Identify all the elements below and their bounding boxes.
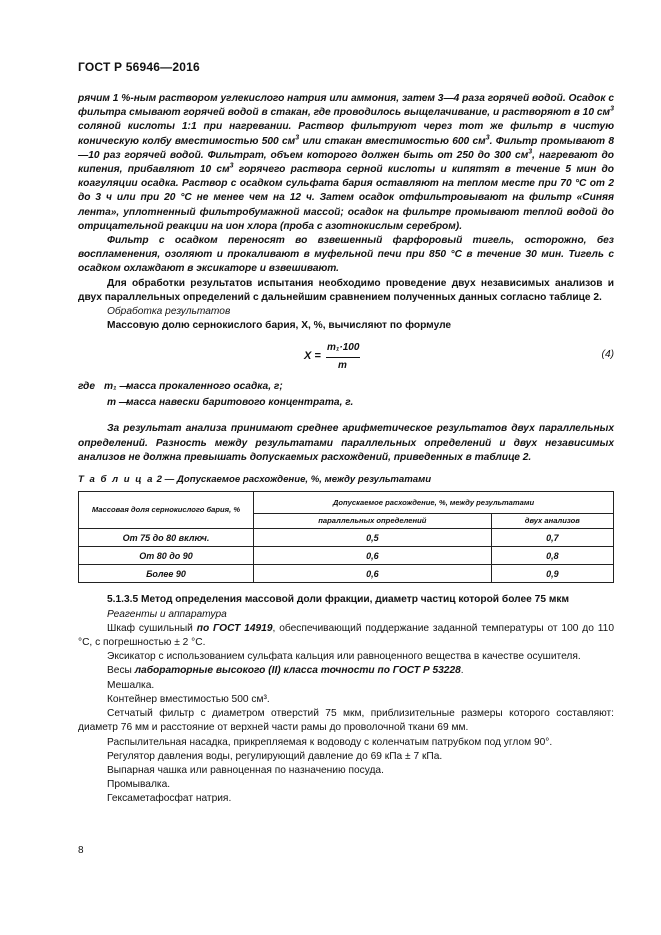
- cell-parallel: 0,6: [254, 547, 492, 565]
- where-item: [78, 380, 614, 396]
- col-header-group: Допускаемое расхождение, %, между результатами: [254, 492, 614, 514]
- list-item: Сетчатый фильтр с диаметром отверстий 75 мкм, приблизительные размеры которого составляют: диаметр 76 мм и расстояние от верхней части рамы до проволочной ткани 69 мм.: [78, 708, 614, 734]
- results-heading: Обработка результатов: [107, 306, 231, 318]
- cell-range: От 75 до 80 включ.: [79, 529, 254, 547]
- paragraph-processing: Для обработки результатов испытания необходимо проведение двух независимых анализов и двух параллельных определений с дальнейшим сравнением полученных данных согласно таблице 2.: [78, 277, 614, 303]
- list-item: Выпарная чашка или равноценная по назначению посуда.: [107, 764, 384, 776]
- list-item: Эксикатор с использованием сульфата кальция или равноценного вещества в качестве осушителя.: [107, 651, 581, 663]
- list-item: Мешалка.: [107, 679, 155, 691]
- table-row: [79, 529, 614, 547]
- where-symbol: m₁ —: [104, 381, 130, 393]
- paragraph-ignition: Фильтр с осадком переносят во взвешенный фарфоровый тигель, осторожно, без воспламенения, озоляют и прокаливают в муфельной печи при 850 °С в течение 30 мин. Тигель с осадком охлаждают в эксикаторе и взвешивают.: [78, 235, 614, 275]
- formula-lhs: X =: [304, 350, 321, 363]
- item-text: Шкаф сушильный: [107, 622, 197, 634]
- list-item: Регулятор давления воды, регулирующий давление до 69 кПа ± 7 кПа.: [107, 750, 443, 762]
- cell-parallel: 0,5: [254, 529, 492, 547]
- equation-number: (4): [601, 349, 614, 361]
- results-intro: Массовую долю сернокислого бария, X, %, вычисляют по формуле: [107, 320, 452, 332]
- text-run: горячего раствора серной кислоты и кипятят в течение 5 мин до коагуляции осадка. Раствор с осадком сульфата бария оставляют на теплом месте при 70 °С от 2 до 3 ч или при 20 °С не менее чем на 12 ч. Затем осадок отфильтровывают на фильтр «Синяя лента», уплотненный фильтробумажной массой; осадок на фильтре промывают теплой водой до отрицательной реакции на ион хлора (проба с азотнокислым серебром).: [78, 164, 614, 232]
- cell-analyses: 0,7: [491, 529, 613, 547]
- formula-block: [78, 336, 614, 376]
- list-item: Распылительная насадка, прикрепляемая к водоводу с коленчатым патрубком под углом 90°.: [107, 736, 553, 748]
- fraction-bar: [326, 357, 360, 358]
- document-header: ГОСТ Р 56946—2016: [78, 60, 200, 74]
- section-title: 5.1.3.5 Метод определения массовой доли фракции, диаметр частиц которой более 75 мкм: [107, 594, 569, 606]
- caption-prefix: Т а б л и ц а: [78, 474, 154, 486]
- table-caption: [78, 473, 614, 487]
- where-item: [78, 396, 614, 412]
- col-header-analyses: двух анализов: [491, 514, 613, 529]
- text-run: , нагревают до кипения, прибавляют 10 см: [78, 149, 614, 176]
- list-item: Промывалка.: [107, 779, 171, 791]
- list-item: [78, 664, 614, 678]
- item-text: , обеспечивающий поддержание заданной температуры от 100 до 110 °С, с погрешностью ± 2 °С.: [78, 622, 615, 649]
- text-run: или стакан вместимостью 600 см: [299, 135, 486, 147]
- table-row: [79, 565, 614, 583]
- text-run: . Фильтр промывают 8—10 раз горячей водой. Фильтрат, объем которого должен быть от 250 до 300 см: [78, 135, 614, 161]
- cell-range: От 80 до 90: [79, 547, 254, 565]
- page-body: [78, 92, 614, 807]
- superscript: 3: [485, 134, 490, 142]
- caption-text: 2 — Допускаемое расхождение, %, между результатами: [154, 474, 432, 486]
- superscript: 3: [229, 162, 234, 170]
- cell-analyses: 0,8: [491, 547, 613, 565]
- list-item: Контейнер вместимостью 500 см³.: [107, 693, 270, 705]
- where-label: где: [78, 381, 96, 393]
- formula-denominator: m: [338, 360, 347, 372]
- item-reference: по ГОСТ 14919: [196, 622, 273, 634]
- cell-analyses: 0,9: [491, 565, 613, 583]
- item-text: Весы: [107, 665, 135, 677]
- paragraph-result: За результат анализа принимают среднее арифметическое результатов двух параллельных определений. Разность между результатами параллельных определений и двух независимых анализов не должна превышать допускаемых расхождений, приведенных в таблице 2.: [78, 423, 614, 463]
- tolerance-table: [78, 491, 614, 583]
- col-header-content: Массовая доля сернокислого бария, %: [79, 492, 254, 529]
- col-header-parallel: параллельных определений: [254, 514, 492, 529]
- where-symbol: m —: [107, 397, 130, 409]
- text-run: рячим 1 %-ным раствором углекислого натрия или аммония, затем 3—4 раза горячей водой. Осадок с фильтра смывают горячей водой в стакан, где проводилось выщелачивание, и растворяют в 10 см: [78, 93, 614, 119]
- where-desc: масса прокаленного осадка, г;: [126, 381, 283, 393]
- list-item: Гексаметафосфат натрия.: [107, 793, 232, 805]
- list-item: [78, 622, 614, 650]
- where-list: [78, 380, 614, 412]
- formula-numerator: m₁·100: [327, 342, 360, 354]
- superscript: 3: [295, 134, 300, 142]
- table-row: [79, 547, 614, 565]
- item-reference: лабораторные высокого (II) класса точности по ГОСТ Р 53228: [134, 665, 461, 677]
- item-text: .: [460, 665, 464, 677]
- superscript: 3: [528, 148, 533, 156]
- where-desc: масса навески баритового концентрата, г.: [126, 397, 354, 409]
- page-number: 8: [78, 845, 84, 856]
- cell-range: Более 90: [79, 565, 254, 583]
- paragraph-washing: [78, 92, 614, 234]
- cell-parallel: 0,6: [254, 565, 492, 583]
- section-subheading: Реагенты и аппаратура: [107, 608, 227, 620]
- superscript: 3: [610, 105, 614, 113]
- text-run: соляной кислоты 1:1 при нагревании. Раствор фильтруют через тот же фильтр в чистую коническую колбу вместимостью 500 см: [78, 121, 614, 147]
